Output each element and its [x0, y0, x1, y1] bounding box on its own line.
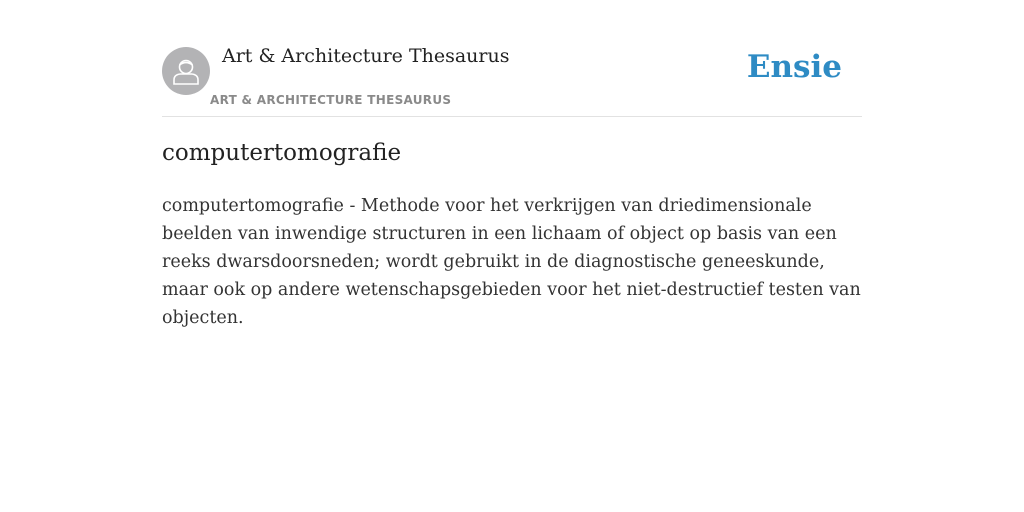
avatar[interactable]	[162, 47, 210, 95]
ensie-logo[interactable]: Ensie	[746, 49, 842, 85]
header	[162, 40, 862, 117]
term-heading: computertomografie	[162, 140, 402, 166]
definition-text: computertomografie - Methode voor het verkrijgen van driedimensionale beelden van inwendige structuren in een lichaam of object op basis van een reeks dwarsdoorsneden; wordt gebruikt in de diagnostische geneeskunde, maar ook op andere wetenschapsgebieden voor het niet-destructief testen van objecten.	[162, 196, 861, 328]
source-title[interactable]: Art & Architecture Thesaurus	[222, 45, 510, 67]
user-icon	[162, 47, 210, 95]
source-subtitle: ART & ARCHITECTURE THESAURUS	[210, 93, 452, 107]
